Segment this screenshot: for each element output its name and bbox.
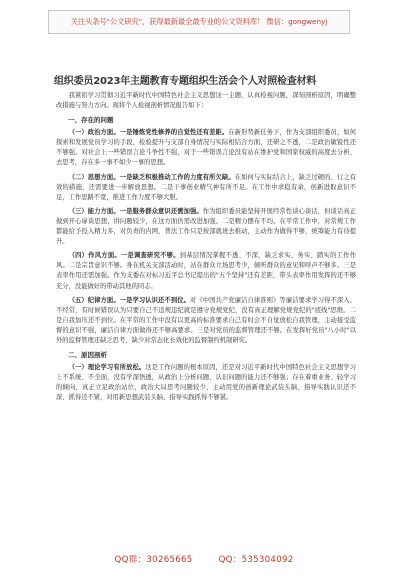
- section-heading-problems: 一、存在的问题: [68, 116, 114, 125]
- promo-banner: 关注头条号"公文研究"，获得最新最全最专业的公文资料库！ 微信：gongwenyj: [48, 10, 350, 34]
- problem-body: 在新形势新任务下，作为支部组织委员，如何探索和发展党员学习的手段、检验提升与支部自身情况与实际相结合方面，还研之不透，二是政治敏锐性还不够强。对社会上一些错误言论斗争性不强，对于一些错误言论没有站在维护党和国家权威的高度去分析、去思考，存在多一事不如少一事的思想。: [56, 129, 357, 167]
- problem-item: [56, 207, 356, 247]
- problem-lead: （一）政治方面。一是锤炼党性修养的自觉性还有差距。: [68, 129, 229, 137]
- qq-group-text: QQ群：30265665: [114, 555, 193, 565]
- problem-body: 到基层情况掌握不透、不深，缺乏求实、务实、踏实的工作作风。二是宗旨意识不够。身在机关支部活动时，站在群众立场思考少，倾听群众的意见和呼声不够多。三是表率作用还需加强。作为支委在对标习近平总书记提出的"五个坚持"还有差距，带头表率作用发挥的还不够充分，没能做好的带动其他的同志。: [56, 252, 357, 290]
- problem-lead: （五）纪律方面。一是学习认识还不到位。: [68, 296, 190, 304]
- problem-lead: （四）作风方面。一是调查研究不够。: [68, 252, 180, 260]
- cause-item: [56, 363, 356, 403]
- intro-paragraph: 我紧扣学习贯彻习近平新时代中国特色社会主义思想这一主题，认真检视问题，深刻剖析原因，明确整改措施与努力方向。现将个人检视剖析情况报告如下：: [56, 92, 356, 110]
- problem-lead: （三）能力方面。一是服务群众意识还需加强。: [68, 207, 203, 215]
- section-heading-causes: 二、原因剖析: [68, 351, 107, 360]
- qq-text: QQ：535304092: [218, 555, 294, 565]
- cause-body: 这是工作问题的根本原因，还是对习近平新时代中国特色社会主义思想学习上不系统、不全面，没有学深悟透，从政治上分析问题、认识问题的能力还不够强；存在着重业务、轻学习的倾向，真正立足政治站位，政治大局思考问题较少，主动用党的创新理论武装头脑、指导实践认识还不深、抓得还不紧，对用新思想武装头脑、指导实践抓得不够紧。: [56, 364, 357, 402]
- contact-footer: [0, 553, 408, 565]
- document-title: 组织委员2023年主题教育专题组织生活会个人对照检查材料: [54, 76, 317, 87]
- problem-body: 在如何与实际结合上，缺乏过硬的、行之有效的措施，还需要进一步解放思想。二是干事创业精气神有所不足。在工作中求稳有余，创新进取意识不足，工作思路不宽，推进工作力度不够大胆。: [56, 173, 357, 201]
- problem-item: [56, 296, 356, 346]
- problem-body: 作为组织委员能坚持开展经常性谈心谈话，但谈话真正做到开心扉谈思想、讲问题较少，在这方面仍需改进加强。二是精力摆布不均。在平常工作中，对常规工作都能给予投入精力多，对负责的内网、普法工作只是按部就班去推动，主动作为做得不够，统筹能力有待提升。: [56, 207, 357, 246]
- document-body: [56, 91, 356, 407]
- problem-item: [56, 173, 356, 203]
- problem-item: [56, 128, 356, 168]
- problem-lead: （二）思想方面。一是缺乏积极推动工作的力度有所欠缺。: [68, 173, 235, 181]
- problem-item: [56, 251, 356, 291]
- problem-body: 对《中国共产党廉洁自律准则》等廉洁要求学习得不深入、不经常，有时候错误认为只要自己不违规违纪就是遵守党规党纪，没有真正理解党规党纪的"底线"思维。二是自我加压还不到位。在平常的工作中没有以更高的标准要求自己有时会不自觉放松自我管理，主动接受监督的意识不强，廉洁自律方面做得还不够高要求。三是对党员的监督管理还不够。在发挥好党员"八小时"以外的监督管理还缺乏思考，缺少对常态化长效化的监督制约机制研究。: [56, 296, 357, 344]
- cause-lead: （一）理论学习有所放松。: [68, 364, 146, 372]
